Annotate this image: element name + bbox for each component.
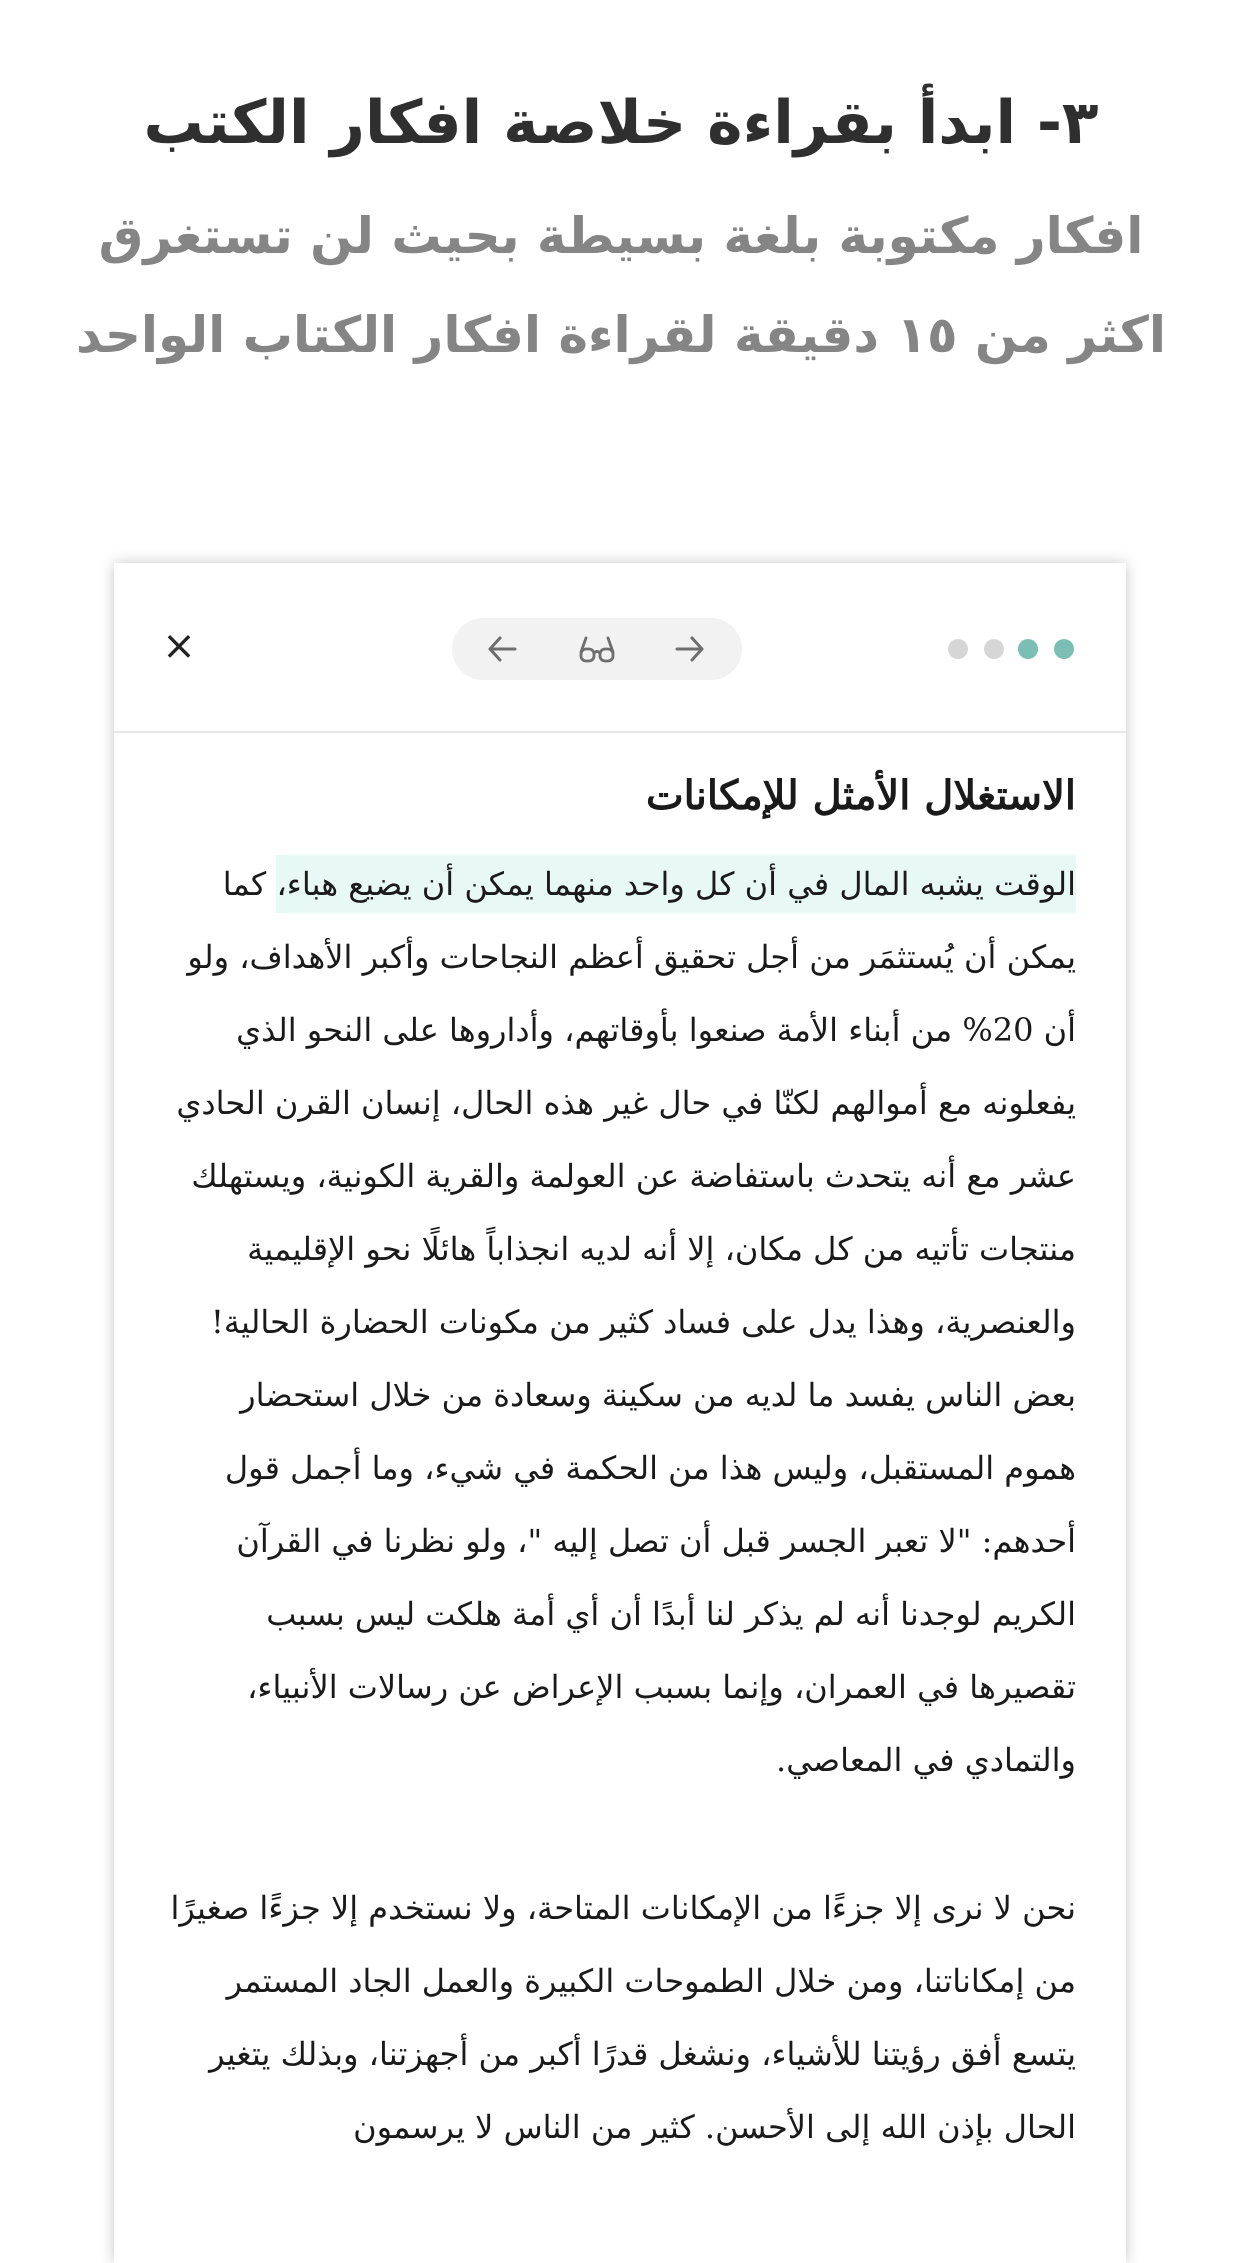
- promo-title: ٣- ابدأ بقراءة خلاصة افكار الكتب: [143, 88, 1099, 158]
- previous-button[interactable]: [472, 624, 532, 674]
- next-button[interactable]: [660, 624, 720, 674]
- chapter-title: الاستغلال الأمثل للإمكانات: [645, 772, 1076, 819]
- reading-mode-button[interactable]: [567, 624, 627, 674]
- promo-subtitle-line2: اكثر من ١٥ دقيقة لقراءة افكار الكتاب الواحد: [75, 306, 1167, 364]
- paragraph-text: كما يمكن أن يُستثمَر من أجل تحقيق أعظم النجاحات وأكبر الأهداف، ولو أن 20% من أبناء الأمة صنعوا بأوقاتهم، وأداروها على النحو الذي يفعلونه مع أموالهم لكنّا في حال غير هذه الحال، إنسان القرن الحادي عشر مع أنه يتحدث باستفاضة عن العولمة والقرية الكونية، ويستهلك منتجات تأتيه من كل مكان، إلا أنه لديه انجذاباً هائلًا نحو الإقليمية والعنصرية، وهذا يدل على فساد كثير من مكونات الحضارة الحالية! بعض الناس يفسد ما لديه من سكينة وسعادة من خلال استحضار هموم المستقبل، وليس هذا من الحكمة في شيء، وما أجمل قول أحدهم: "لا تعبر الجسر قبل أن تصل إليه "، ولو نظرنا في القرآن الكريم لوجدنا أنه لم يذكر لنا أبدًا أن أي أمة هلكت ليس بسبب تقصيرها في العمران، وإنما بسبب الإعراض عن رسالات الأنبياء، والتمادي في المعاصي.: [176, 865, 1076, 1779]
- progress-dots: [948, 637, 1078, 661]
- progress-dot[interactable]: [984, 639, 1004, 659]
- paragraph: نحن لا نرى إلا جزءًا من الإمكانات المتاحة، ولا نستخدم إلا جزءًا صغيرًا من إمكاناتنا، ومن خلال الطموحات الكبيرة والعمل الجاد المستمر يتسع أفق رؤيتنا للأشياء، ونشغل قدرًا أكبر من أجهزتنا، وبذلك يتغير الحال بإذن الله إلى الأحسن. كثير من الناس لا يرسمون: [170, 1889, 1076, 2146]
- promo-subtitle-line1: افكار مكتوبة بلغة بسيطة بحيث لن تستغرق: [98, 207, 1144, 265]
- glasses-icon: [577, 624, 617, 674]
- close-icon: ×: [162, 623, 196, 669]
- navigation-pill: [452, 618, 742, 680]
- progress-dot[interactable]: [948, 639, 968, 659]
- reader-toolbar: [114, 563, 1126, 733]
- progress-dot-active[interactable]: [1018, 639, 1038, 659]
- reader-window: [114, 563, 1126, 2263]
- paragraph: [164, 848, 1076, 1797]
- close-button[interactable]: [154, 621, 204, 671]
- progress-dot-active[interactable]: [1054, 639, 1074, 659]
- highlighted-text[interactable]: الوقت يشبه المال في أن كل واحد منهما يمكن أن يضيع هباء،: [276, 855, 1076, 913]
- arrow-left-icon: [485, 624, 519, 674]
- arrow-right-icon: [673, 624, 707, 674]
